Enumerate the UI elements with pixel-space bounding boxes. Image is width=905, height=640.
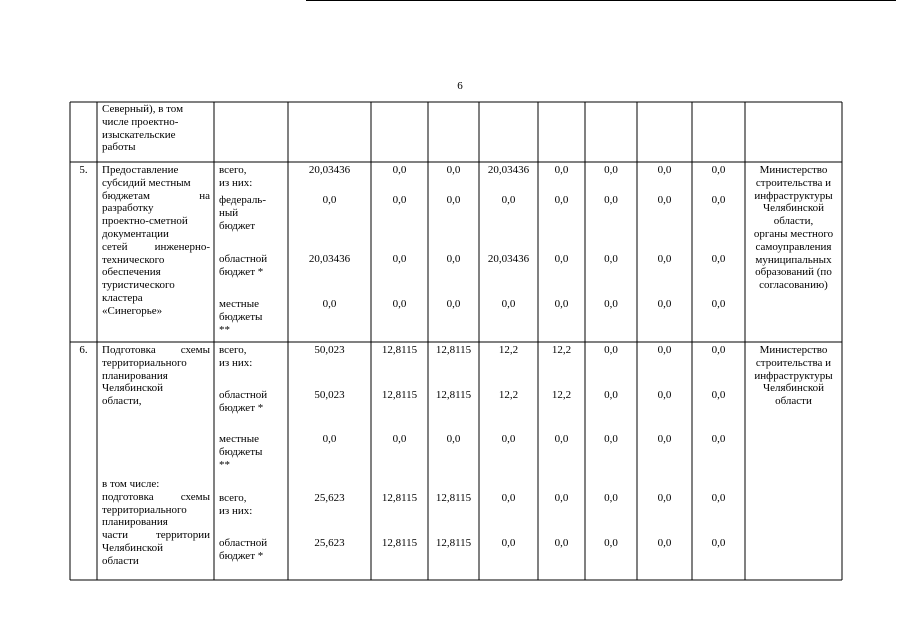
row6-sub-name-line: территориального: [102, 503, 187, 516]
cont-name-line: Северный), в том: [102, 103, 184, 115]
row5-executor-line: Челябинской: [762, 202, 824, 215]
row5-value-cell: 0,0: [446, 194, 461, 206]
cont-name-line: числе проектно-: [102, 115, 179, 128]
row6-sub-name-line: области: [102, 554, 139, 567]
row6-executor-line: инфраструктуры: [754, 369, 833, 382]
row5-name-line: туристического: [102, 279, 175, 292]
row6-source-label: бюджет *: [219, 549, 264, 562]
row5-value-cell: 0,0: [711, 194, 726, 206]
row6-value-cell: 0,0: [711, 389, 726, 401]
row6-value-cell: 0,0: [604, 389, 618, 401]
row6-executor-line: строительства и: [755, 356, 832, 369]
row6-value-cell: 0,0: [711, 344, 726, 356]
row6-value-cell: 25,623: [314, 492, 345, 504]
row6-value-cell: 12,8115: [435, 492, 472, 504]
row5-value-cell: 0,0: [657, 194, 672, 206]
row5-name-line: сетей инженерно-: [102, 240, 210, 253]
row5-value-cell: 0,0: [604, 298, 618, 310]
row5-executor-line: области,: [773, 215, 814, 228]
row6-value-cell: 0,0: [604, 344, 618, 356]
row6-value-cell: 25,623: [314, 537, 345, 549]
row5-executor-line: муниципальных: [755, 253, 832, 266]
row6-source-label: бюджет *: [219, 401, 264, 414]
row6-source-label: из них:: [219, 356, 253, 369]
row6-value-cell: 0,0: [711, 433, 726, 445]
row6-sub-name-line: планирования: [102, 516, 168, 529]
row6-value-cell: 0,0: [322, 433, 337, 445]
row6-sub-name-line: подготовка схемы: [102, 490, 210, 503]
row5-executor-line: самоуправления: [755, 240, 832, 253]
row5-value-cell: 0,0: [392, 194, 407, 206]
row6-value-cell: 12,8115: [381, 492, 418, 504]
row5-name-line: бюджетам на: [102, 189, 210, 202]
row5-name-line: обеспечения: [102, 266, 161, 279]
row5-executor-line: согласованию): [759, 279, 828, 292]
row5-value-cell: 0,0: [392, 298, 407, 310]
row6-value-cell: 0,0: [501, 433, 516, 445]
row6-source-label: из них:: [219, 504, 253, 517]
row6-source-label: всего,: [219, 492, 247, 504]
row5-value-cell: 20,03436: [308, 164, 351, 176]
row5-value-cell: 0,0: [501, 194, 516, 206]
cont-name-line: изыскательские: [102, 128, 176, 141]
row5-name-line: разработку: [102, 202, 154, 215]
row6-value-cell: 0,0: [657, 537, 672, 549]
row5-source-label: бюджет *: [219, 265, 264, 278]
row5-value-cell: 0,0: [604, 164, 618, 176]
row5-value-cell: 0,0: [657, 164, 672, 176]
row5-name-line: документации: [102, 228, 169, 240]
row6-value-cell: 12,8115: [381, 389, 418, 401]
cont-name-line: работы: [102, 141, 136, 154]
row6-source-label: местные: [219, 433, 259, 445]
row6-value-cell: 12,8115: [435, 389, 472, 401]
row6-source-label: областной: [219, 537, 268, 549]
row6-value-cell: 12,8115: [381, 344, 418, 356]
row6-value-cell: 0,0: [554, 537, 569, 549]
row5-value-cell: 0,0: [554, 164, 569, 176]
row5-value-cell: 0,0: [446, 298, 461, 310]
row6-value-cell: 50,023: [314, 389, 345, 401]
row5-source-label: местные: [219, 298, 259, 310]
row5-name-line: Предоставление: [102, 164, 179, 176]
page-number: 6: [457, 80, 463, 92]
row5-value-cell: 0,0: [604, 253, 618, 265]
row6-value-cell: 0,0: [392, 433, 407, 445]
row5-executor-line: образований (по: [755, 266, 832, 279]
row6-value-cell: 0,0: [657, 389, 672, 401]
row5-value-cell: 0,0: [446, 253, 461, 265]
row6-value-cell: 50,023: [314, 344, 345, 356]
row6-value-cell: 0,0: [446, 433, 461, 445]
row6-value-cell: 12,2: [498, 389, 519, 401]
row6-sub-name-line: Челябинской: [102, 542, 164, 554]
row5-source-label: федераль-: [219, 194, 266, 206]
row6-executor-line: Челябинской: [762, 382, 824, 395]
row5-value-cell: 0,0: [711, 253, 726, 265]
row5-name-line: проектно-сметной: [102, 215, 188, 228]
row5-source-label: областной: [219, 253, 268, 265]
row5-value-cell: 0,0: [392, 253, 407, 265]
row6-value-cell: 0,0: [554, 492, 569, 504]
row5-value-cell: 0,0: [711, 298, 726, 310]
row6-name-line: области,: [102, 395, 142, 408]
row6-value-cell: 0,0: [657, 433, 672, 445]
row6-value-cell: 12,8115: [435, 344, 472, 356]
row5-value-cell: 20,03436: [308, 253, 351, 265]
row5-value-cell: 0,0: [322, 298, 337, 310]
row-number: 5.: [79, 164, 88, 176]
row6-value-cell: 0,0: [604, 537, 618, 549]
row6-sub-name-line: части территории: [102, 529, 210, 542]
row5-name-line: технического: [102, 253, 165, 266]
row5-value-cell: 0,0: [657, 298, 672, 310]
row6-executor-line: области: [775, 395, 812, 408]
row6-value-cell: 0,0: [554, 433, 569, 445]
row5-executor-line: строительства и: [755, 176, 832, 189]
row5-value-cell: 0,0: [657, 253, 672, 265]
row6-source-label: областной: [219, 389, 268, 401]
row6-value-cell: 12,8115: [435, 537, 472, 549]
row5-source-label: **: [219, 323, 230, 336]
row5-value-cell: 0,0: [446, 164, 461, 176]
row5-source-label: ный: [219, 206, 239, 219]
row6-value-cell: 0,0: [711, 492, 726, 504]
row6-value-cell: 0,0: [501, 537, 516, 549]
row5-source-label: бюджет: [219, 219, 255, 232]
row6-name-line: планирования: [102, 369, 168, 382]
row5-value-cell: 0,0: [554, 298, 569, 310]
row6-value-cell: 12,8115: [381, 537, 418, 549]
row5-value-cell: 0,0: [711, 164, 726, 176]
row5-name-line: субсидий местным: [102, 176, 191, 189]
row6-executor-line: Министерство: [759, 344, 828, 356]
row5-value-cell: 0,0: [604, 194, 618, 206]
row6-value-cell: 0,0: [711, 537, 726, 549]
row6-name-line: Подготовка схемы: [102, 344, 210, 356]
row5-value-cell: 20,03436: [487, 253, 530, 265]
row5-value-cell: 20,03436: [487, 164, 530, 176]
row6-sub-name-line: в том числе:: [102, 478, 160, 490]
row6-value-cell: 12,2: [551, 389, 572, 401]
row6-value-cell: 0,0: [604, 433, 618, 445]
row6-source-label: всего,: [219, 344, 247, 356]
row5-value-cell: 0,0: [554, 253, 569, 265]
row6-name-line: территориального: [102, 356, 187, 369]
row5-source-label: всего,: [219, 164, 247, 176]
row6-value-cell: 12,2: [551, 344, 572, 356]
row5-name-line: кластера: [102, 292, 143, 304]
row5-executor-line: Министерство: [759, 164, 828, 176]
row-number: 6.: [79, 344, 88, 356]
row5-value-cell: 0,0: [392, 164, 407, 176]
row5-source-label: из них:: [219, 176, 253, 189]
row6-value-cell: 0,0: [501, 492, 516, 504]
row5-value-cell: 0,0: [322, 194, 337, 206]
row5-value-cell: 0,0: [554, 194, 569, 206]
row6-name-line: Челябинской: [102, 382, 164, 395]
row6-source-label: бюджеты: [219, 445, 263, 458]
row6-value-cell: 0,0: [657, 492, 672, 504]
row5-value-cell: 0,0: [501, 298, 516, 310]
row5-executor-line: инфраструктуры: [754, 189, 833, 202]
row5-name-line: «Синегорье»: [102, 304, 163, 317]
row6-value-cell: 12,2: [498, 344, 519, 356]
row5-source-label: бюджеты: [219, 310, 263, 323]
row5-executor-line: органы местного: [753, 228, 834, 240]
row6-value-cell: 0,0: [604, 492, 618, 504]
row6-value-cell: 0,0: [657, 344, 672, 356]
row6-source-label: **: [219, 458, 230, 471]
